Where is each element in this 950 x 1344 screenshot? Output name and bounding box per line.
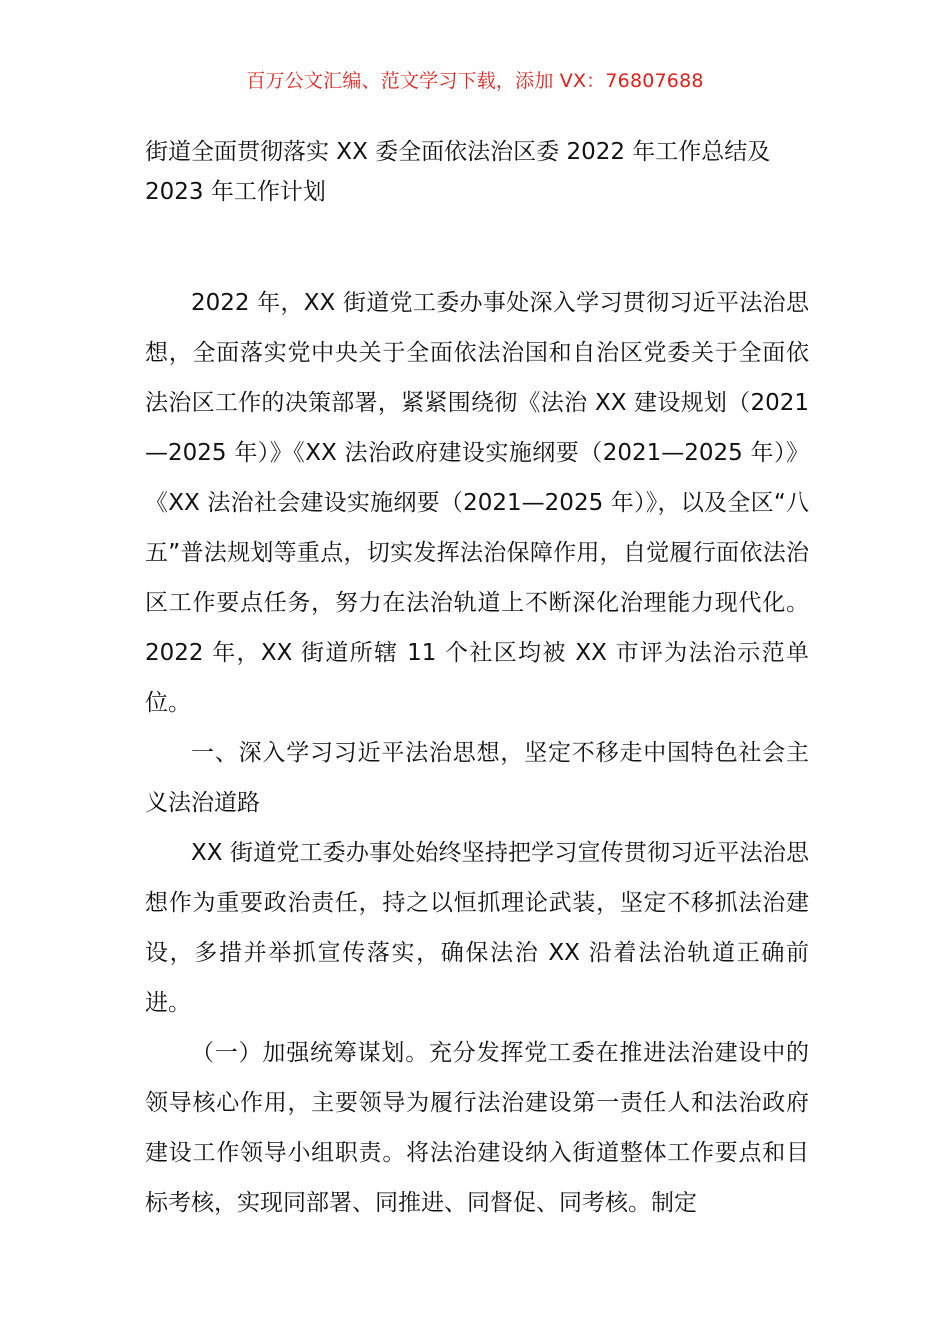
header-watermark: 百万公文汇编、范文学习下载，添加 VX：76807688 (246, 70, 704, 92)
paragraph-intro: 2022 年，XX 街道党工委办事处深入学习贯彻习近平法治思想，全面落实党中央关于全面依法治国和自治区党委关于全面依法治区工作的决策部署，紧紧围绕彻《法治 XX 建设规划（2021—2025 年）》《XX 法治政府建设实施纲要（2021—2025 年）》《XX 法治社会建设实施纲要（2021—2025 年）》，以及全区“八五”普法规划等重点，切实发挥法治保障作用，自觉履行面依法治区工作要点任务，努力在法治轨道上不断深化治理能力现代化。2022 年，XX 街道所辖 11 个社区均被 XX 市评为法治示范单位。 (145, 290, 809, 716)
paragraph-subsection-1: （一）加强统筹谋划。充分发挥党工委在推进法治建设中的领导核心作用，主要领导为履行法治建设第一责任人和法治政府建设工作领导小组职责。将法治建设纳入街道整体工作要点和目标考核，实现同部署、同推进、同督促、同考核。制定 (145, 1040, 809, 1216)
document-body (145, 278, 809, 1228)
paragraph-section-1: XX 街道党工委办事处始终坚持把学习宣传贯彻习近平法治思想作为重要政治责任，持之以恒抓理论武装，坚定不移抓法治建设，多措并举抓宣传落实，确保法治 XX 沿着法治轨道正确前进。 (145, 840, 809, 1016)
section-heading-1: 一、深入学习习近平法治思想，坚定不移走中国特色社会主义法治道路 (145, 740, 809, 816)
document-title: 街道全面贯彻落实 XX 委全面依法治区委 2022 年工作总结及 2023 年工作计划 (145, 139, 771, 205)
